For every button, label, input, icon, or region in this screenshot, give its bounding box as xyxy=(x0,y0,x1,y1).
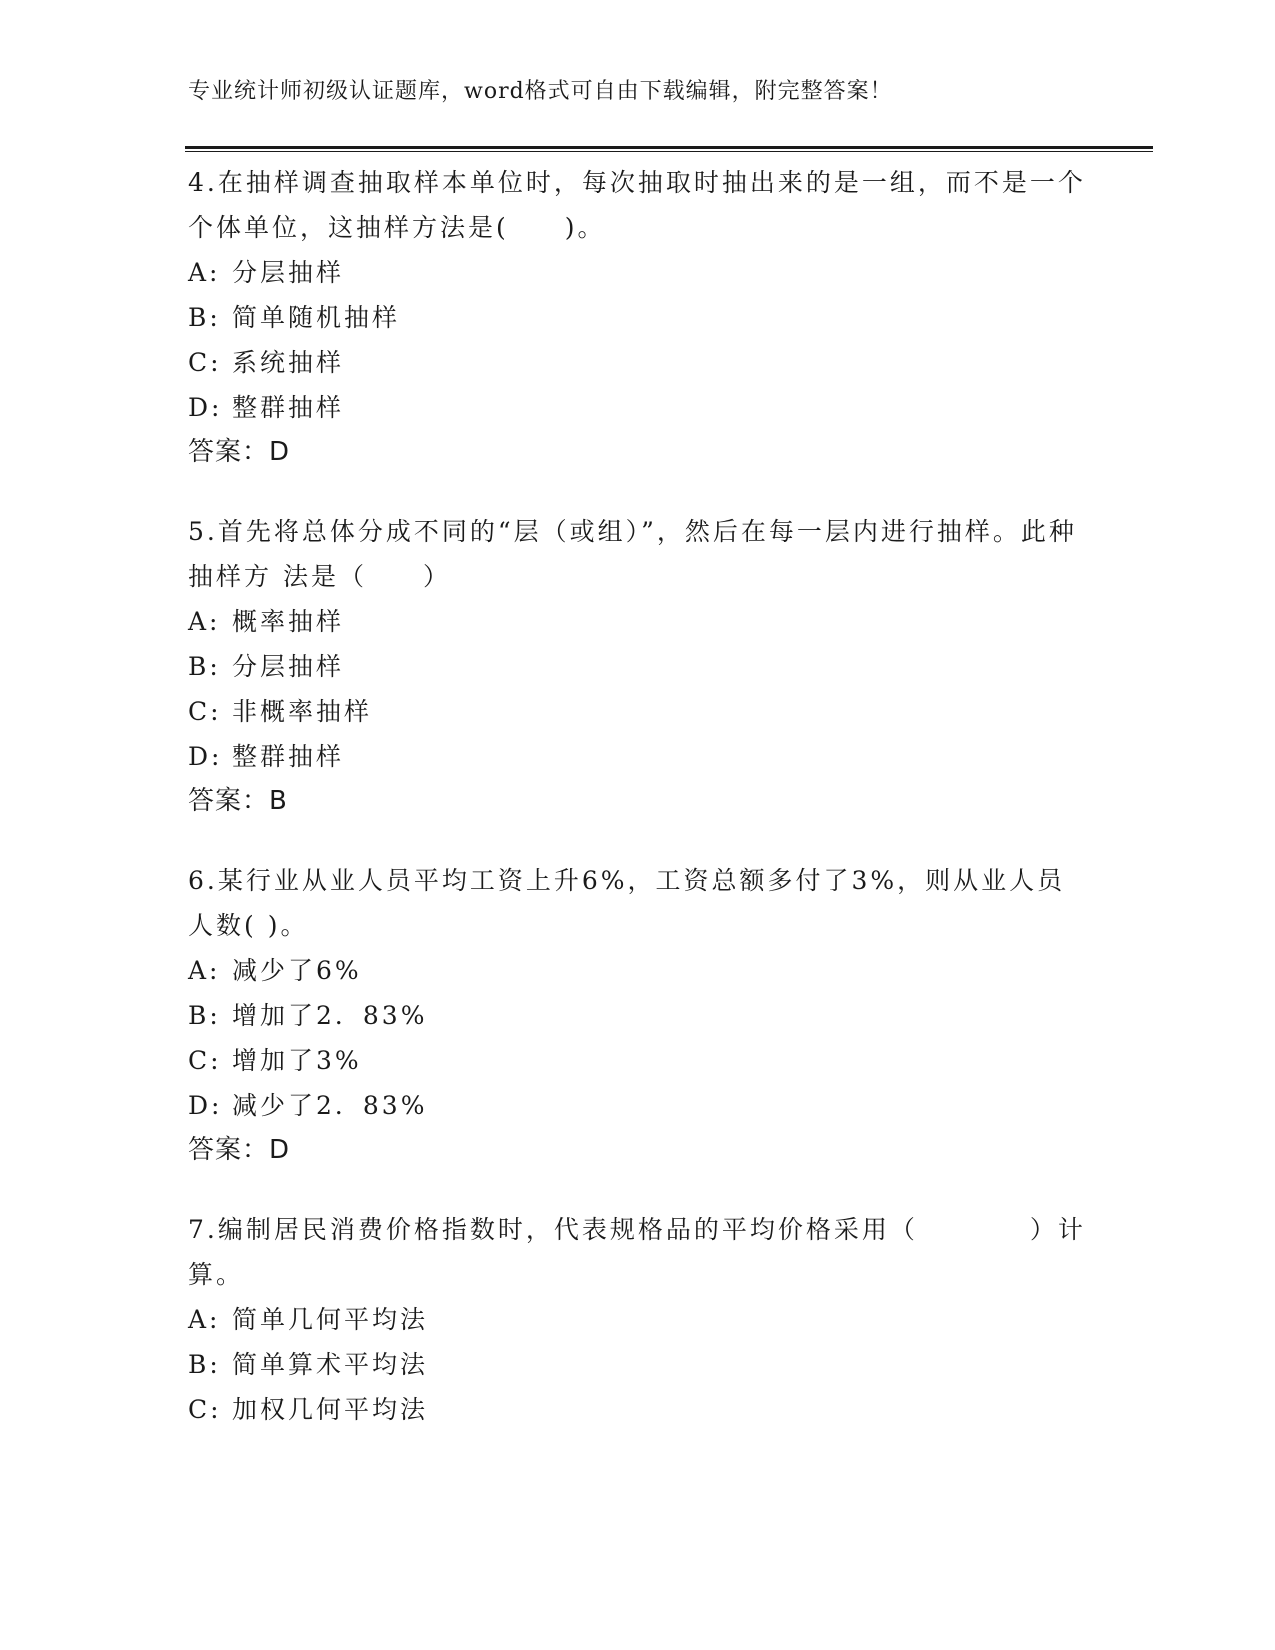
option-text: 整群抽样 xyxy=(232,393,345,422)
option-d xyxy=(188,385,1088,430)
answer-label: 答案：B xyxy=(188,786,288,816)
option-text: 增加了2．83% xyxy=(232,1001,428,1030)
option-d xyxy=(188,734,1088,779)
option-text: 简单算术平均法 xyxy=(232,1350,429,1379)
header-divider-thick xyxy=(185,146,1153,149)
option-key: C: xyxy=(188,1046,222,1075)
option-text: 减少了6% xyxy=(232,956,362,985)
option-text: 整群抽样 xyxy=(232,742,345,771)
option-key: D: xyxy=(188,393,223,422)
question-text: 4.在抽样调查抽取样本单位时，每次抽取时抽出来的是一组，而不是一个个体单位，这抽样方法是( )。 xyxy=(188,168,1086,242)
option-a xyxy=(188,599,1088,644)
option-key: B: xyxy=(188,303,221,332)
question-text: 6.某行业从业人员平均工资上升6%，工资总额多付了3%，则从业人员人数( )。 xyxy=(188,866,1066,940)
option-c xyxy=(188,689,1088,734)
option-key: B: xyxy=(188,1350,221,1379)
option-text: 分层抽样 xyxy=(232,258,345,287)
option-text: 加权几何平均法 xyxy=(232,1395,429,1424)
option-b xyxy=(188,295,1088,340)
option-text: 系统抽样 xyxy=(232,348,345,377)
option-text: 概率抽样 xyxy=(232,607,345,636)
option-text: 分层抽样 xyxy=(232,652,345,681)
option-d xyxy=(188,1083,1088,1128)
question-list xyxy=(188,160,1088,1466)
question-4 xyxy=(188,160,1088,475)
option-a xyxy=(188,250,1088,295)
option-text: 简单几何平均法 xyxy=(232,1305,429,1334)
option-a xyxy=(188,1297,1088,1342)
question-6 xyxy=(188,858,1088,1173)
option-key: B: xyxy=(188,1001,221,1030)
question-5 xyxy=(188,509,1088,824)
option-key: A: xyxy=(188,1305,221,1334)
option-key: A: xyxy=(188,258,221,287)
option-key: B: xyxy=(188,652,221,681)
option-b xyxy=(188,644,1088,689)
option-key: A: xyxy=(188,956,221,985)
option-c xyxy=(188,1387,1088,1432)
option-c xyxy=(188,340,1088,385)
option-b xyxy=(188,1342,1088,1387)
question-text: 5.首先将总体分成不同的“层（或组）”，然后在每一层内进行抽样。此种抽样方 法是（ ） xyxy=(188,517,1077,591)
question-7 xyxy=(188,1207,1088,1432)
option-key: D: xyxy=(188,1091,223,1120)
option-text: 增加了3% xyxy=(232,1046,362,1075)
option-a xyxy=(188,948,1088,993)
answer-label: 答案：D xyxy=(188,437,291,467)
option-list xyxy=(188,1297,1088,1432)
option-b xyxy=(188,993,1088,1038)
option-key: C: xyxy=(188,1395,222,1424)
option-text: 非概率抽样 xyxy=(232,697,373,726)
option-key: D: xyxy=(188,742,223,771)
option-list xyxy=(188,599,1088,779)
question-text: 7.编制居民消费价格指数时，代表规格品的平均价格采用（ ）计算。 xyxy=(188,1215,1086,1289)
option-text: 简单随机抽样 xyxy=(232,303,401,332)
answer-label: 答案：D xyxy=(188,1135,291,1165)
option-key: A: xyxy=(188,607,221,636)
option-list xyxy=(188,250,1088,430)
page-header: 专业统计师初级认证题库，word格式可自由下载编辑，附完整答案！ xyxy=(188,79,893,104)
option-key: C: xyxy=(188,697,222,726)
option-text: 减少了2．83% xyxy=(232,1091,428,1120)
option-c xyxy=(188,1038,1088,1083)
option-list xyxy=(188,948,1088,1128)
header-divider-thin xyxy=(185,151,1153,152)
option-key: C: xyxy=(188,348,222,377)
